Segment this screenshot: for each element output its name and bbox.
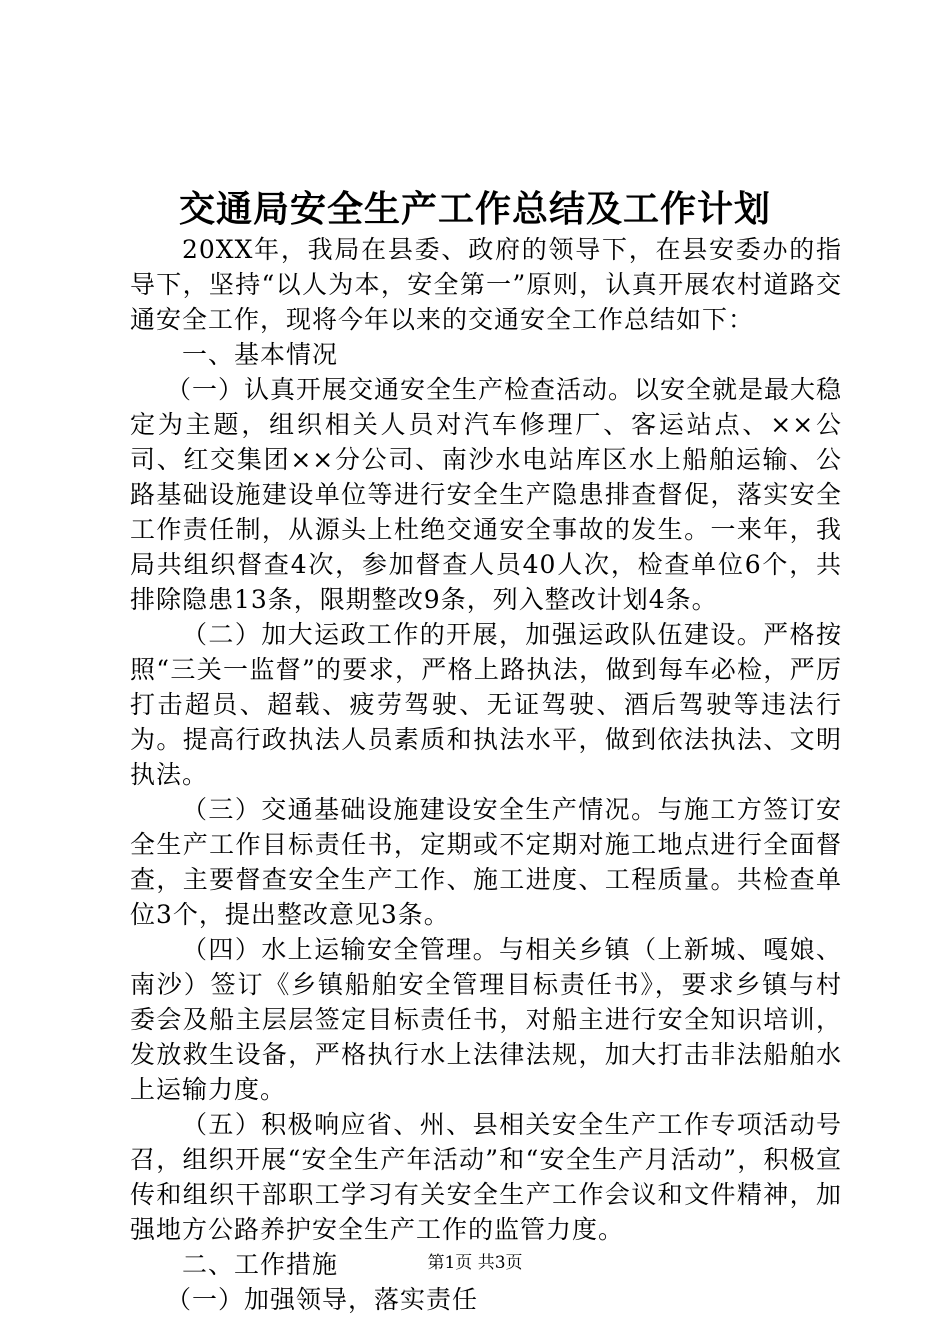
paragraph-item-3: （三）交通基础设施建设安全生产情况。与施工方签订安全生产工作目标责任书，定期或不定期对施工地点进行全面督查，主要督查安全生产工作、施工进度、工程质量。共检查单位3个，提出整改意见3条。: [130, 795, 842, 929]
paragraph-item-4: （四）水上运输安全管理。与相关乡镇（上新城、嘎娘、南沙）签订《乡镇船舶安全管理目标责任书》，要求乡镇与村委会及船主层层签定目标责任书，对船主进行安全知识培训，发放救生设备，严格执行水上法律法规，加大打击非法船舶水上运输力度。: [130, 935, 842, 1104]
section-heading-measures: 二、工作措施: [182, 1250, 339, 1279]
document-body: [130, 232, 842, 1317]
intro-paragraph: 20XX年，我局在县委、政府的领导下，在县安委办的指导下，坚持“以人为本，安全第一”原则，认真开展农村道路交通安全工作，现将今年以来的交通安全工作总结如下：: [130, 235, 842, 334]
paragraph-item-2: （二）加大运政工作的开展，加强运政队伍建设。严格按照“三关一监督”的要求，严格上路执法，做到每车必检，严厉打击超员、超载、疲劳驾驶、无证驾驶、酒后驾驶等违法行为。提高行政执法人员素质和执法水平，做到依法执法、文明执法。: [130, 620, 842, 789]
section-heading-basic: 一、基本情况: [182, 340, 339, 369]
subheading-item-1: （一）加强领导，落实责任: [166, 1285, 479, 1314]
page-footer: 第1页 共3页: [427, 1253, 523, 1273]
paragraph-item-5: （五）积极响应省、州、县相关安全生产工作专项活动号召，组织开展“安全生产年活动”和“安全生产月活动”，积极宣传和组织干部职工学习有关安全生产工作会议和文件精神，加强地方公路养护安全生产工作的监管力度。: [130, 1110, 842, 1244]
document-title: 交通局安全生产工作总结及工作计划: [178, 188, 771, 230]
paragraph-item-1: （一）认真开展交通安全生产检查活动。以安全就是最大稳定为主题，组织相关人员对汽车修理厂、客运站点、××公司、红交集团××分公司、南沙水电站库区水上船舶运输、公路基础设施建设单位等进行安全生产隐患排查督促，落实安全工作责任制，从源头上杜绝交通安全事故的发生。一来年，我局共组织督查4次，参加督查人员40人次，检查单位6个，共排除隐患13条，限期整改9条，列入整改计划4条。: [130, 375, 843, 614]
